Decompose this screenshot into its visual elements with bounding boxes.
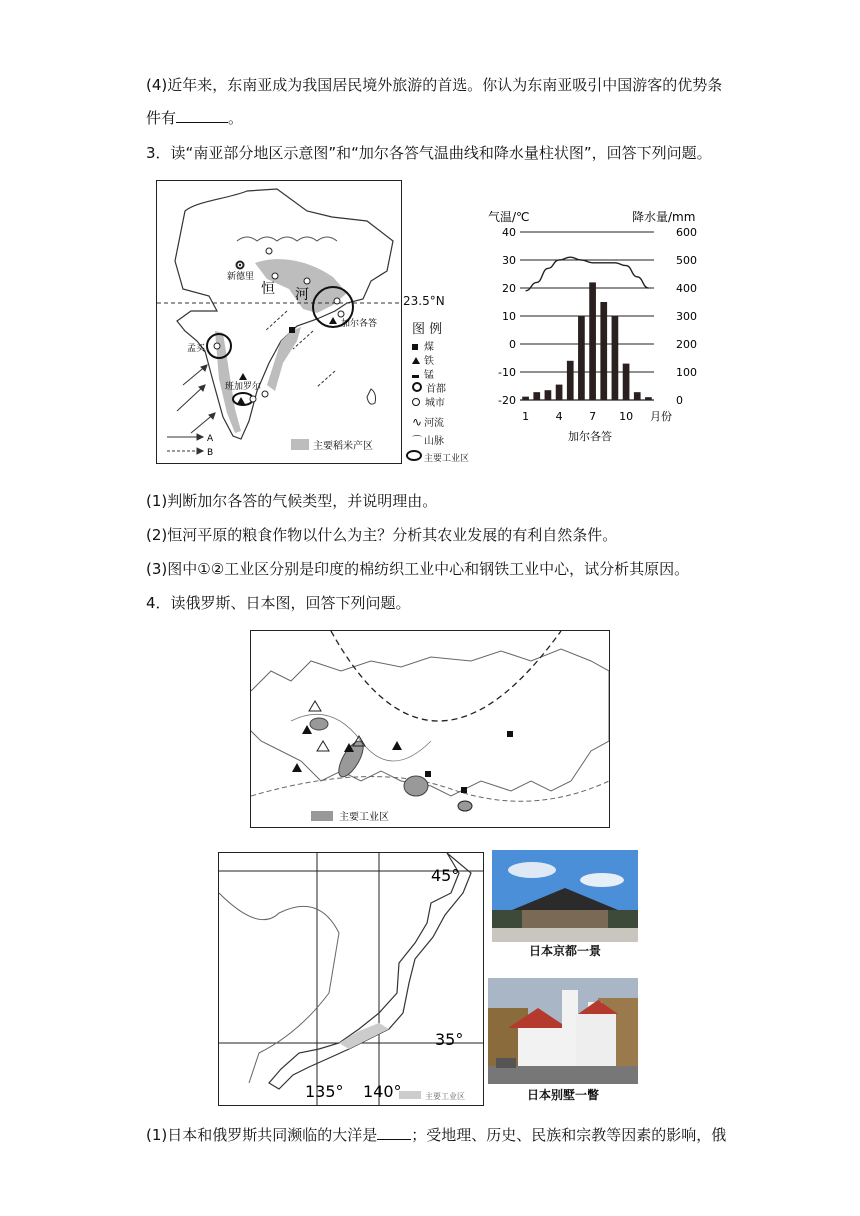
russia-map [250,630,610,828]
sri-lanka [367,389,376,404]
label-arrow-a: A [207,434,214,444]
industrial-zone [458,801,472,811]
chart-xlabel: 月份 [650,410,672,423]
legend-coal-label: 煤 [424,342,434,353]
label-latitude: 23.5°N [403,294,445,308]
q4-sub1-text-b: ；受地理、历史、民族和宗教等因素的影响，俄 [411,1126,727,1144]
chart-right-tick: 400 [676,282,697,295]
temperature-curve [526,257,649,291]
kyoto-photo [492,850,638,958]
q4-intro: 4．读俄罗斯、日本图，回答下列问题。 [146,594,411,612]
chart-right-tick: 0 [676,394,683,407]
precipitation-bar [567,361,574,400]
climate-chart [488,206,708,446]
japan-map-svg [219,853,483,1105]
label-arrow-b: B [207,448,214,458]
russia-legend-swatch [311,811,333,821]
q4-sub1-text: (1)日本和俄罗斯共同濒临的大洋是 [146,1126,378,1144]
chart-left-tick: -20 [498,394,516,407]
mountain-range [237,237,337,241]
chart-right-tick: 300 [676,310,697,323]
coastline-outline [175,189,393,439]
chart-left-ticks [498,226,516,407]
map-legend [400,318,480,464]
chart-left-tick: 40 [502,226,516,239]
japan-industrial-belt [339,1023,389,1049]
villa-photo [488,978,638,1104]
city-marker [272,273,278,279]
legend-capital [412,380,446,395]
q4-sub1 [146,1124,726,1145]
q3-intro: 3．读“南亚部分地区示意图”和“加尔各答气温曲线和降水量柱状图”，回答下列问题。 [146,144,712,162]
precipitation-bar [634,392,641,400]
coal-marker [289,327,295,333]
chart-bars [522,282,652,400]
chart-x-tick: 7 [589,410,597,423]
chart-ylabel-right: 降水量/mm [632,210,696,224]
q3-sub1: (1)判断加尔各答的气候类型，并说明理由。 [146,492,438,510]
precipitation-bar [578,316,585,400]
label-135: 135° [305,1082,344,1101]
capital-icon [412,382,422,392]
label-kolkata: 加尔各答 [341,319,378,329]
label-newdelhi: 新德里 [227,272,255,282]
label-45: 45° [431,866,460,885]
label-bangalore: 班加罗尔 [225,382,262,392]
city-marker [334,298,340,304]
industrial-zone [310,718,328,730]
legend-city-label: 城市 [425,398,445,409]
label-mumbai: 孟买 [187,344,206,354]
city-marker [338,311,344,317]
precipitation-bar [589,282,596,400]
industrial-zone [334,738,368,781]
iron-marker [329,317,337,324]
chart-grid [520,232,654,400]
iron-icon [412,357,420,364]
chart-right-tick: 600 [676,226,697,239]
asia-coast [219,893,339,1083]
label-he: 河 [295,287,309,303]
south-asia-map [156,180,402,464]
coal-marker [425,771,431,777]
chart-left-tick: 30 [502,254,516,267]
precipitation-bar [522,397,529,400]
q3-sub3: (3)图中①②工业区分别是印度的棉纺织工业中心和钢铁工业中心，试分析其原因。 [146,560,690,578]
answer-blank[interactable] [176,108,228,123]
coal-icon [412,344,418,350]
q4-text2a: 件有 [146,109,177,127]
precipitation-bar [645,397,652,400]
japan-legend-swatch [399,1091,421,1099]
mountain-icon: ⌒ [412,436,422,447]
chart-right-tick: 200 [676,338,697,351]
legend-industry-label: 主要工业区 [424,454,470,464]
precipitation-bar [545,390,552,400]
chart-left-tick: 10 [502,310,516,323]
russia-map-svg [251,631,609,827]
chart-left-tick: 20 [502,282,516,295]
industrial-zone [404,776,428,796]
precipitation-bar [533,392,540,400]
label-140: 140° [363,1082,402,1101]
city-marker [304,278,310,284]
rice-area-east [267,327,301,391]
label-heng: 恒 [261,281,275,297]
precipitation-bar [600,302,607,400]
chart-left-tick: 0 [509,338,516,351]
oil-marker [309,701,321,711]
chart-x-tick: 1 [522,410,530,423]
chart-x-tick: 4 [555,410,563,423]
legend-river [412,414,444,429]
chart-x-ticks [522,410,633,423]
q4-text: (4)近年来，东南亚成为我国居民境外旅游的首选。你认为东南亚吸引中国游客的优势条 [146,76,723,94]
rice-legend-swatch [291,439,309,450]
legend-capital-label: 首都 [426,384,446,395]
chart-right-tick: 500 [676,254,697,267]
precipitation-bar [612,316,619,400]
villa-caption: 日本别墅一瞥 [488,1086,638,1103]
q3-sub2: (2)恒河平原的粮食作物以什么为主？分析其农业发展的有利自然条件。 [146,526,618,544]
precipitation-bar [556,385,563,400]
russia-legend-label: 主要工业区 [339,812,389,823]
south-asia-map-svg [157,181,401,463]
legend-city [412,394,445,409]
legend-mountain [412,432,444,447]
legend-title: 图 例 [412,322,443,337]
manganese-icon [412,369,419,378]
iron-marker [239,373,247,380]
industry-icon [406,450,422,461]
chart-left-tick: -10 [498,366,516,379]
chart-right-tick: 100 [676,366,697,379]
q4-line1 [146,74,722,95]
legend-river-label: 河流 [424,418,445,429]
legend-iron-label: 铁 [424,356,434,367]
chart-right-ticks [676,226,697,407]
japan-map [218,852,484,1106]
legend-manganese [412,366,434,381]
legend-mountain-label: 山脉 [424,436,444,447]
label-35: 35° [435,1030,464,1049]
label-rice-area: 主要稻米产区 [313,441,373,452]
city-marker [266,248,272,254]
legend-industry [406,450,469,464]
q4-text2b: 。 [228,109,244,127]
arctic-circle [331,631,561,721]
kyoto-caption: 日本京都一景 [492,942,638,958]
japan-legend-label: 主要工业区 [425,1092,465,1101]
chart-title: 加尔各答 [568,430,612,443]
precipitation-bar [623,364,630,400]
chart-ylabel-left: 气温/℃ [488,210,530,224]
q4-line2 [146,107,243,128]
legend-coal [412,338,434,353]
legend-manganese-label: 锰 [424,370,434,381]
city-icon [412,398,420,406]
legend-iron [412,352,434,367]
river-icon: ∿ [412,415,423,429]
chart-x-tick: 10 [619,410,634,423]
iron-marker [292,763,302,772]
japan-outline [269,853,471,1089]
answer-blank[interactable] [377,1125,411,1140]
